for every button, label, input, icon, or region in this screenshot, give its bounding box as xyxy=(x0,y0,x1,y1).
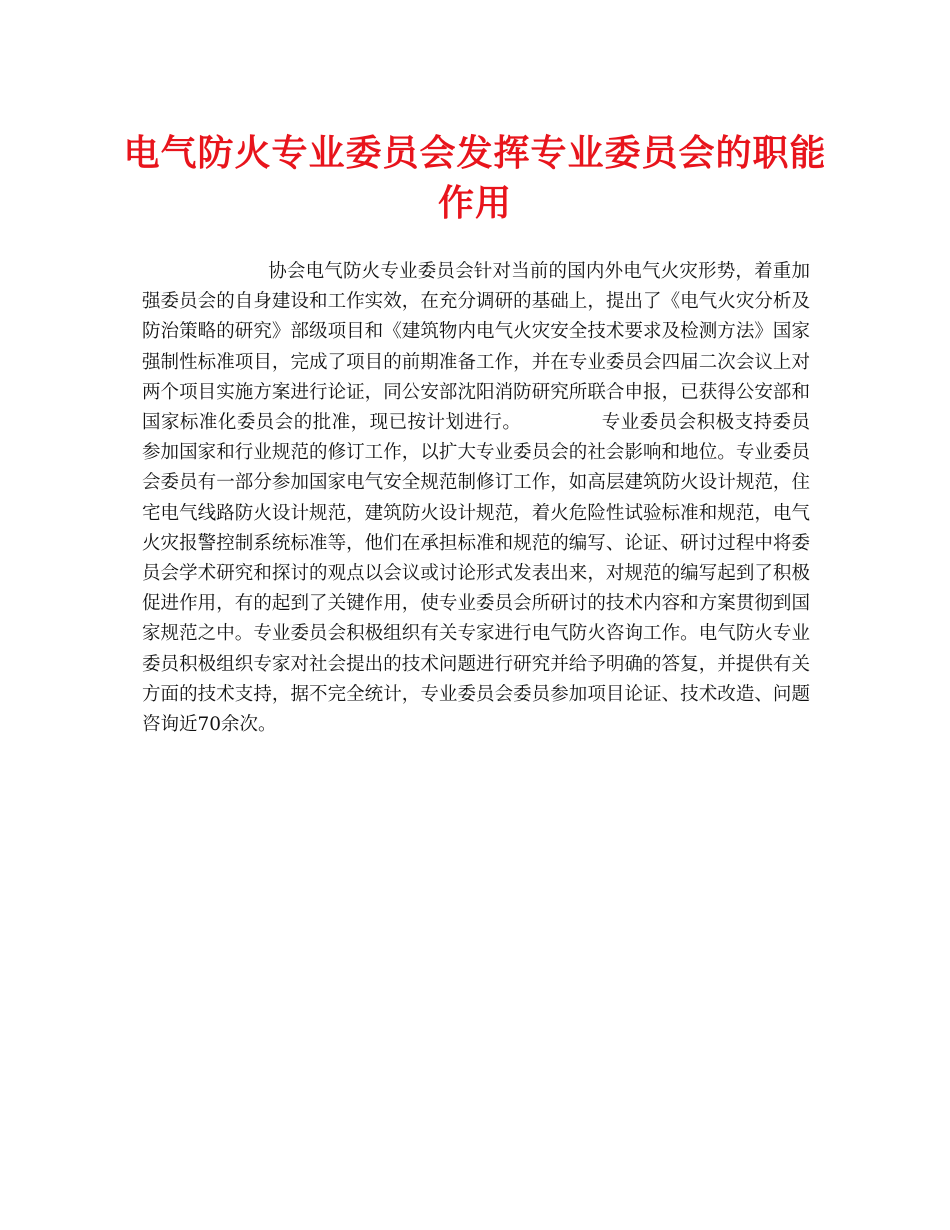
paragraph-2: 专业委员会积极支持委员参加国家和行业规范的修订工作，以扩大专业委员会的社会影响和地位。专业委员会委员有一部分参加国家电气安全规范制修订工作，如高层建筑防火设计规范，住宅电气线路防火设计规范，建筑防火设计规范，着火危险性试验标准和规范，电气火灾报警控制系统标准等，他们在承担标准和规范的编写、论证、研讨过程中将委员会学术研究和探讨的观点以会议或讨论形式发表出来，对规范的编写起到了积极促进作用，有的起到了关键作用，使专业委员会所研讨的技术内容和方案贯彻到国家规范之中。专业委员会积极组织有关专家进行电气防火咨询工作。电气防火专业委员积极组织专家对社会提出的技术问题进行研究并给予明确的答复，并提供有关方面的技术支持，据不完全统计，专业委员会委员参加项目论证、技术改造、问题咨询近70余次。 xyxy=(142,412,810,736)
title-line-1: 电气防火专业委员会发挥专业委员会的职能 xyxy=(123,132,827,174)
paragraph-1: 协会电气防火专业委员会针对当前的国内外电气火灾形势，着重加强委员会的自身建设和工作实效，在充分调研的基础上，提出了《电气火灾分析及防治策略的研究》部级项目和《建筑物内电气火灾安全技术要求及检测方法》国家强制性标准项目，完成了项目的前期准备工作，并在专业委员会四届二次会议上对两个项目实施方案进行论证，同公安部沈阳消防研究所联合申报，已获得公安部和国家标准化委员会的批准，现已按计划进行。 xyxy=(142,261,810,434)
document-body xyxy=(142,257,810,740)
title-line-2: 作用 xyxy=(437,182,512,224)
document-title xyxy=(120,128,830,228)
